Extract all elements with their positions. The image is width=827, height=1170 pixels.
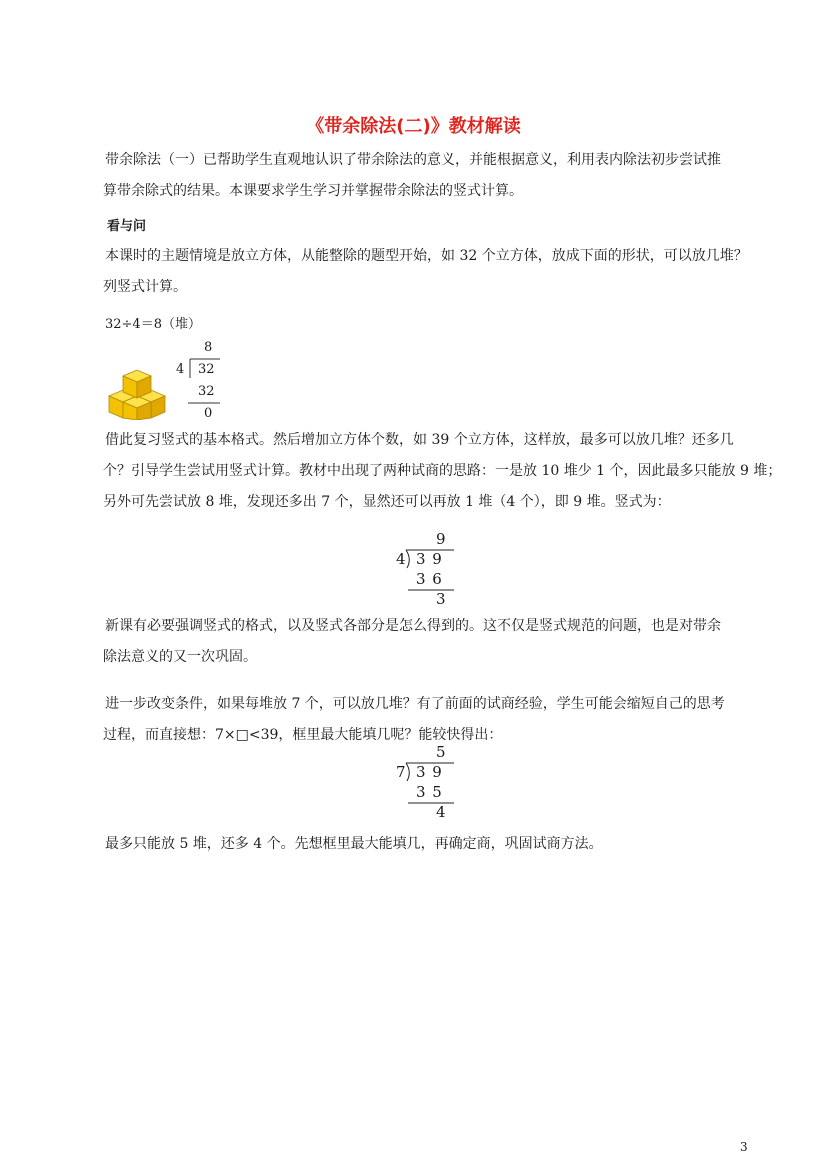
paragraph-1	[105, 241, 755, 303]
div2-dividend: 3 9	[416, 550, 443, 568]
p2-line-3: 另外可先尝试放 8 堆，发现还多出 7 个，显然还可以再放 1 堆（4 个），即 9 堆。竖式为：	[103, 494, 671, 510]
paragraph-4	[105, 689, 755, 751]
div3-divisor: 7	[396, 763, 406, 781]
div3-dividend: 3 9	[416, 763, 443, 781]
paragraph-5	[105, 829, 755, 860]
document-title: 《带余除法(二)》教材解读	[306, 116, 521, 137]
long-division-3	[394, 743, 458, 823]
div2-divisor: 4	[396, 550, 406, 568]
intro-paragraph	[105, 145, 755, 207]
p2-line-1: 借此复习竖式的基本格式。然后增加立方体个数，如 39 个立方体，这样放，最多可以放几堆？还多几	[105, 432, 734, 448]
p1-line-2: 列竖式计算。	[103, 279, 187, 295]
div2-remainder: 3	[436, 590, 446, 608]
div1-dividend: 32	[198, 362, 215, 377]
p3-line-2: 除法意义的又一次巩固。	[103, 649, 257, 665]
div3-bracket	[394, 743, 458, 823]
p4-line-1: 进一步改变条件，如果每堆放 7 个，可以放几堆？有了前面的试商经验，学生可能会缩短自己的思考	[105, 696, 725, 712]
paragraph-3	[105, 611, 755, 673]
intro-line-1: 带余除法（一）已帮助学生直观地认识了带余除法的意义，并能根据意义，利用表内除法初步尝试推	[105, 152, 721, 168]
div1-product: 32	[198, 384, 215, 399]
div1-bracket	[176, 338, 226, 424]
p2-line-2: 个？引导学生尝试用竖式计算。教材中出现了两种试商的思路：一是放 10 堆少 1 个，因此最多只能放 9 堆；	[103, 463, 782, 479]
p3-line-1: 新课有必要强调竖式的格式，以及竖式各部分是怎么得到的。这不仅是竖式规范的问题，也是对带余	[105, 618, 721, 634]
div1-remainder: 0	[204, 406, 213, 421]
long-division-2	[394, 530, 458, 610]
div2-bracket	[394, 530, 458, 610]
div2-quotient: 9	[436, 530, 446, 548]
long-division-1	[176, 338, 226, 424]
cubes-illustration	[107, 368, 167, 420]
equation-text: 32÷4＝8（堆）	[105, 317, 201, 332]
paragraph-2	[103, 425, 782, 518]
div1-quotient: 8	[204, 340, 213, 355]
section-heading: 看与问	[107, 219, 147, 234]
page-number: 3	[740, 1140, 748, 1154]
div3-remainder: 4	[436, 803, 446, 821]
div2-product: 3 6	[416, 570, 443, 588]
div3-quotient: 5	[436, 743, 446, 761]
intro-line-2: 算带余除式的结果。本课要求学生学习并掌握带余除法的竖式计算。	[103, 183, 523, 199]
div3-product: 3 5	[416, 783, 443, 801]
div1-divisor: 4	[176, 362, 185, 377]
p5-line-1: 最多只能放 5 堆，还多 4 个。先想框里最大能填几，再确定商，巩固试商方法。	[105, 836, 603, 852]
p1-line-1: 本课时的主题情境是放立方体，从能整除的题型开始，如 32 个立方体，放成下面的形状，可以放几堆？	[105, 248, 748, 264]
p4-line-2: 过程，而直接想：7×□<39，框里最大能填几呢？能较快得出：	[103, 727, 503, 743]
